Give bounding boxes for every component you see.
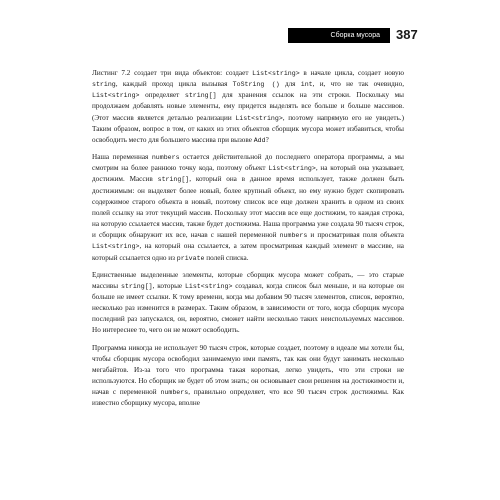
- inline-code: private: [176, 254, 205, 262]
- inline-code: List<string>: [252, 70, 300, 77]
- inline-code: List<string>: [235, 114, 283, 122]
- paragraph-4: Программа никогда не использует 90 тысяч строк, которые создает, поэтому в идеале мы хотели бы, чтобы сборщик мусора освободил занимаемую ими память, так как они будут занимать несколько мегабайтов. Из-за того что программа такая короткая, легко увидеть, что эти строки не используются. Но сборщик не будет об этом знать; он основывает свои решения на достижимости и, начав с переменной numbers, правильно определяет, что все 90 тысяч строк достижимы. Как известно сборщику мусора, вполне: [92, 343, 404, 408]
- inline-code: ToString (): [232, 81, 280, 89]
- body-text: [92, 68, 404, 416]
- inline-code: string[]: [157, 176, 190, 184]
- inline-code: numbers: [279, 232, 308, 240]
- inline-code: List<string>: [92, 243, 140, 251]
- inline-code: numbers: [160, 389, 189, 397]
- inline-code: string: [92, 81, 116, 89]
- inline-code: numbers: [151, 154, 180, 162]
- inline-code: List<string>: [268, 165, 316, 173]
- inline-code: List<string>: [184, 282, 233, 290]
- running-head: Сборка мусора: [288, 28, 390, 43]
- inline-code: string[]: [184, 92, 217, 100]
- inline-code: int: [300, 81, 313, 89]
- inline-code: Add: [253, 136, 266, 144]
- inline-code: List<string>: [92, 92, 140, 100]
- inline-code: string[]: [120, 282, 153, 290]
- paragraph-1: Листинг 7.2 создает три вида объектов: создает List<string> в начале цикла, создает новую string, каждый проход цикла вызывая ToString () для int, и, что не так очевидно, List<string> определяет string[] для хранения ссылок на эти строки. Поскольку мы продолжаем добавлять новые элементы, ему придется выделять все больше и больше массивов. (Этот массив является деталью реализации List<string>, поэтому напрямую его не увидеть.) Таким образом, вопрос в том, от каких из этих объектов сборщик мусора может избавиться, чтобы освободить место для большего массива при вызове Add?: [92, 69, 405, 144]
- paragraph-2: Наша переменная numbers остается действительной до последнего оператора программы, а мы смотрим на более раннюю точку кода, поэтому объект List<string>, на который она указывает, достижим. Массив string[], который она в данное время использует, также должен быть достижимым: он выделяет более новый, более крупный объект, но ему нужно будет скопировать содержимое старого объекта в новый, поэтому список все еще должен хранить в одном из своих полей ссылку на этот текущий массив. Поскольку этот массив все еще достижим, то каждая строка, на которую ссылается массив, также будет достижима. Наша программа уже создала 90 тысяч строк, и сборщик обнаружит их все, начав с нашей переменной numbers и просматривая поля объекта List<string>, на который она ссылается, а затем просматривая каждый элемент в массиве, на который ссылается одно из private полей списка.: [92, 153, 404, 262]
- paragraph-3: Единственные выделенные элементы, которые сборщик мусора может собрать, — это старые массивы string[], которые List<string> создавал, когда список был меньше, и на которые он больше не имеет ссылки. К тому времени, когда мы добавим 90 тысяч элементов, список, вероятно, несколько раз изменится в размерах. Таким образом, в зависимости от того, когда сборщик мусора последний раз запускался, он, вероятно, сможет найти несколько таких неиспользуемых массивов. Но интереснее то, чего он не может освободить.: [92, 270, 405, 335]
- page-number: 387: [396, 27, 418, 42]
